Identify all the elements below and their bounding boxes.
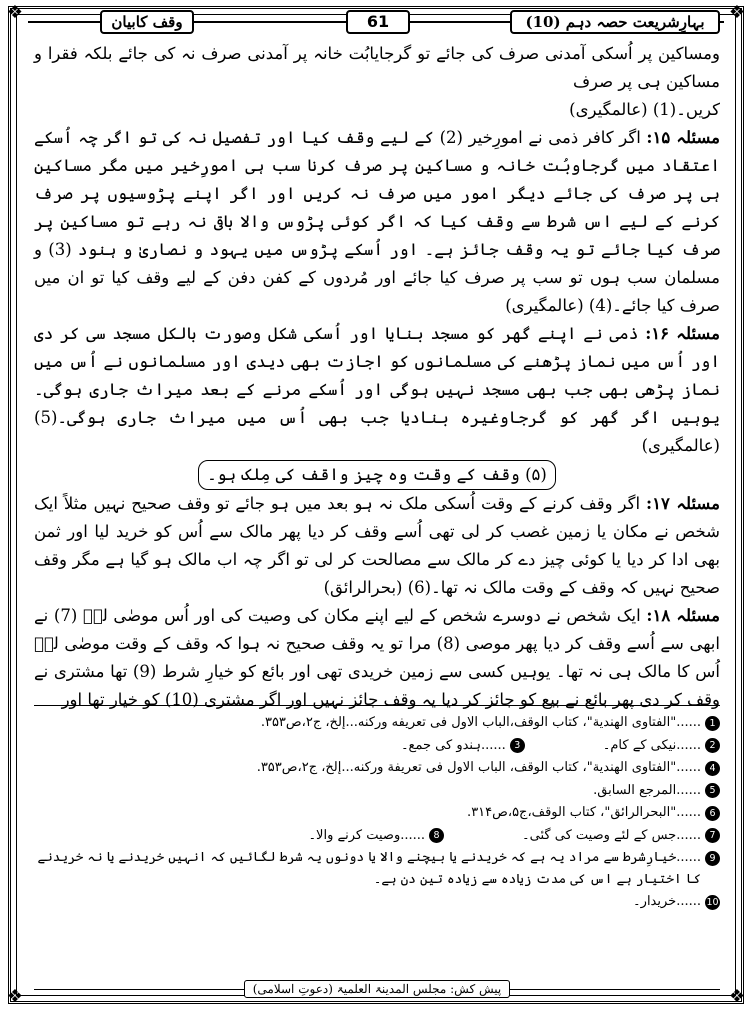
- page-number: 61: [346, 10, 410, 34]
- footnote: [34, 825, 720, 848]
- publisher-credit: پیش کش: مجلس المدینۃ العلمیۃ (دعوتِ اسلامی): [244, 980, 510, 998]
- footnote-number: 3: [510, 738, 525, 753]
- footnote-number: 8: [429, 828, 444, 843]
- masala-text: اگر وقف کرنے کے وقت اُسکی ملک نہ ہو بعد میں ہو جائے تو وقف صحیح نہیں مثلاً ایک شخص نے مکان یا زمین غصب کر لی تھی اُسے وقف کر دیا پھر مالک سے اُس کو خرید لیا اور ثمن بھی ادا کر دیا یا کوئی چیز دے کر مالک سے مصالحت کر لی تو اگر چہ اب مالک ہو گیا ہے مگر وقف صحیح نہیں کہ وقف کے وقت مالک نہ تھا۔(6) (بحرالرائق): [34, 494, 720, 597]
- masala-text: اگر کافر ذمی نے امورِخیر (2) کے لیے وقف کیا اور تفصیل نہ کی تو اگر چہ اُسکے اعتقاد میں گرجاوبُت خانہ و مساکین پر صرف کرنا سب ہی امورِخیر میں مگر مساکین ہی پر صرف کی جائے دیگر امور میں صرف نہ کریں اور اگر اپنے پڑوسیوں پر صرف کرنے کے لیے اس شرط سے وقف کیا کہ اگر کوئی پڑوس والا باقی نہ رہے تو مساکین پر صرف کیا جائے تو یہ وقف جائز ہے۔ اور اُسکے پڑوس میں یہود و نصاریٰ و ہنود (3) و مسلمان سب ہوں تو سب پر صرف کیا جائے اور مُردوں کے کفن دفن کے لیے وقف کیا تو ان میں صرف کیا جائے۔(4) (عالمگیری): [34, 128, 720, 315]
- footnote-number: 10: [706, 896, 719, 908]
- footnote-text: ......وصیت کرنے والا۔: [308, 827, 426, 843]
- footnote-number: 6: [705, 806, 720, 821]
- masala-text: ذمی نے اپنے گھر کو مسجد بنایا اور اُسکی شکل وصورت بالکل مسجد سی کر دی اور اُس میں نماز پڑھنے کی مسلمانوں کو اجازت بھی دیدی اور مسلمانوں نے اُس میں نماز پڑھی بھی جب بھی مسجد نہیں ہوگی اور اُسکے مرنے کے بعد میراث جاری ہوگی۔ یوہیں اگر گھر کو گرجاوغیرہ بنادیا جب بھی اُس میں میراث جاری ہوگی۔(5) (عالمگیری): [34, 324, 720, 455]
- footnote-text: ......ہندو کی جمع۔: [400, 737, 506, 753]
- footnote-text: ......المرجع السابق.: [593, 782, 701, 798]
- paragraph-line: ومساکین پر اُسکی آمدنی صرف کی جائے تو گرجایابُت خانہ پر آمدنی صرف نہ کی جائے بلکہ فقرا و مساکین ہی پر صرف: [34, 44, 720, 91]
- masala-label: مسئلہ ۱۷:: [646, 494, 720, 513]
- footnote: [34, 712, 720, 735]
- page-footer: [34, 980, 720, 1000]
- condition-line: [34, 460, 720, 490]
- footnote-text: ......نیکی کے کام۔: [602, 737, 701, 753]
- masala-16: [34, 320, 720, 460]
- corner-ornament-icon: ❖: [6, 2, 24, 23]
- footnote-text: ......جس کے لئے وصیت کی گئی۔: [522, 827, 701, 843]
- footnote-text: ......"الفتاوی الهندية"، کتاب الوقف،الباب الاول فی تعريفه ورکنه...إلخ، ج۲،ص۳۵۳.: [260, 715, 701, 730]
- masala-label: مسئلہ ۱۵:: [646, 128, 721, 147]
- footnote: [34, 735, 720, 758]
- corner-ornament-icon: ❖: [728, 2, 746, 23]
- footnote-separator: [34, 705, 720, 706]
- footnote-number: 2: [705, 738, 720, 753]
- footnote-number: 1: [705, 716, 720, 731]
- footnote-number: 9: [705, 851, 720, 866]
- footnote-text: ......"البحرالرائق"، کتاب الوقف،ج۵،ص۳۱۴.: [467, 805, 701, 820]
- masala-18: [34, 602, 720, 714]
- footnote: [34, 891, 720, 914]
- paragraph-line: کریں۔(1) (عالمگیری): [569, 100, 720, 119]
- footnote: [34, 802, 720, 825]
- footnote: [34, 757, 720, 780]
- footnote-text: ......خریدار۔: [633, 894, 701, 909]
- main-text: [34, 40, 720, 714]
- footnote-text: ......"الفتاوی الهندية"، کتاب الوقف، الباب الاول فی تعريفة ورکنه...إلخ، ج۲،ص۳۵۳.: [256, 760, 701, 775]
- page-header: [28, 8, 724, 38]
- masala-17: [34, 490, 720, 602]
- corner-ornament-icon: ❖: [6, 986, 24, 1007]
- masala-label: مسئلہ ۱۸:: [646, 606, 720, 625]
- footnotes: [34, 712, 720, 914]
- footnote-number: 7: [705, 828, 720, 843]
- corner-ornament-icon: ❖: [728, 986, 746, 1007]
- footnote: [34, 780, 720, 803]
- footnote-number: 5: [705, 783, 720, 798]
- footnote-text: ......خیارِشرط سے مراد یہ ہے کہ خریدنے یا بیچنے والا یا دونوں یہ شرط لگائیں کہ انہیں خریدنے یا نہ خریدنے کا اختیار ہے اس کی مدت زیادہ سے زیادہ تین دن ہے۔: [37, 850, 701, 887]
- footnote-number: 4: [705, 761, 720, 776]
- condition-badge: (۵) وقف کے وقت وہ چیز واقف کی مِلک ہو۔: [198, 460, 556, 490]
- footnote: [34, 847, 720, 891]
- book-title: بہارِشریعت حصہ دہم (10): [510, 10, 720, 34]
- masala-text: ایک شخص نے دوسرے شخص کے لیے اپنے مکان کی وصیت کی اور اُس موصٰی لہٗ (7) نے ابھی سے اُسے وقف کر دیا پھر موصی (8) مرا تو یہ وقف صحیح نہ ہوا کہ وقف کے وقت موصٰی لہٗ اُس کا مالک ہی نہ تھا۔ یوہیں کسی سے زمین خریدی تھی اور بائع کو خیارِ شرط (9) تھا مشتری نے وقف کر دی پھر بائع نے بیع کو جائز کر دیا یہ وقف جائز نہیں اور اگر مشتری (10) کو خیار تھا اور: [34, 606, 720, 709]
- masala-label: مسئلہ ۱۶:: [645, 324, 720, 343]
- masala-15: [34, 124, 720, 320]
- chapter-title: وقف کابیان: [100, 10, 194, 34]
